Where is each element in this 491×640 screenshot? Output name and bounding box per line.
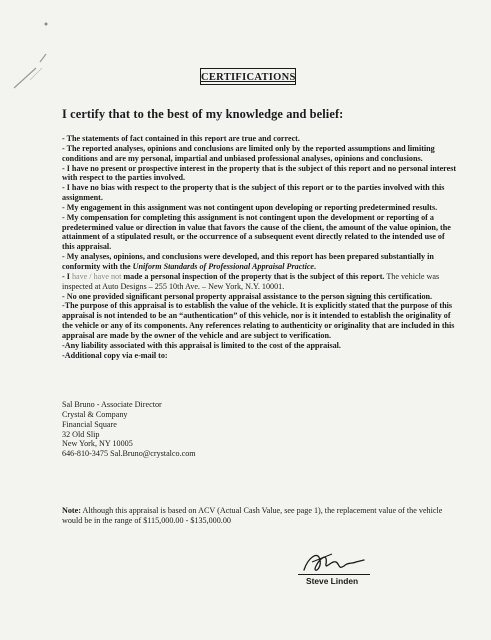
signer-name: Steve Linden [306,576,359,586]
contact-line: New York, NY 10005 [62,439,133,449]
inspection-location: The vehicle was inspected at Auto Designs – 255 10th Ave. – New York, N.Y. 10001. [62,271,440,291]
cert-item: - I have no bias with respect to the property that is the subject of this report or to the parties involved with this assignment. [62,183,445,203]
note-text: Although this appraisal is based on ACV (Actual Cash Value, see page 1), the replacement value of the vehicle would be in the range of $115,000.00 - $135,000.00 [62,506,443,525]
contact-line: Sal Bruno - Associate Director [62,400,162,409]
cert-item: -Additional copy via e-mail to: [62,350,168,360]
certify-intro: I certify that to the best of my knowledge and belief: [62,107,344,121]
staple-mark-icon [6,18,50,92]
cert-item: - The reported analyses, opinions and conclusions are limited only by the reported assumptions and limiting conditions and are my personal, impartial and unbiased professional analyses, opinions and conclusions. [62,143,435,163]
cert-item: - I have no present or prospective interest in the property that is the subject of this report and no personal interest with respect to the parties involved. [62,163,457,183]
certification-items [62,134,457,360]
cert-item-inspection: - I have / have not made a personal inspection of the property that is the subject of this report. The vehicle was inspected at Auto Designs – 255 10th Ave. – New York, N.Y. 10001. [62,271,440,291]
cert-item-standards: - My analyses, opinions, and conclusions were developed, and this report has been prepared substantially in conformity with the Uniform Standards of Professional Appraisal Practice. [62,252,434,271]
cert-item: -The purpose of this appraisal is to establish the value of the vehicle. It is explicitly stated that the purpose of this appraisal is not intended to be an “authentication” of this vehicle, nor is it intended to establish the originality of the vehicle or any of its components. Any references relating to authenticity or originality that are included in this appraisal are made by the owner of the vehicle and are subject to verification. [62,301,455,340]
cert-item: - My compensation for completing this assignment is not contingent upon the development or reporting of a predetermined value or direction in value that favors the cause of the client, the amount of the value opinion, the attainment of a stipulated result, or the occurrence of a subsequent event directly related to the intended use of this appraisal. [62,212,451,252]
cert-item: -Any liability associated with this appraisal is limited to the cost of the appraisal. [62,340,341,350]
contact-line: Financial Square [62,419,117,429]
contact-line: Crystal & Company [62,409,128,419]
cert-item: - No one provided significant personal property appraisal assistance to the person signing this certification. [62,291,433,301]
uspap-title: Uniform Standards of Professional Appraisal Practice [132,261,315,271]
note-label: Note: [62,506,81,515]
contact-block [62,400,196,459]
cert-item: - The statements of fact contained in this report are true and correct. [62,134,300,143]
contact-line: 646-810-3475 Sal.Bruno@crystalco.com [62,449,196,459]
certifications-heading: CERTIFICATIONS [200,68,296,85]
cert-item: - My engagement in this assignment was not contingent upon developing or reporting predetermined results. [62,202,438,212]
have-have-not-option: have / have not [71,271,122,281]
replacement-value-note [62,506,457,526]
signature-line [298,574,370,575]
contact-line: 32 Old Slip [62,429,100,439]
